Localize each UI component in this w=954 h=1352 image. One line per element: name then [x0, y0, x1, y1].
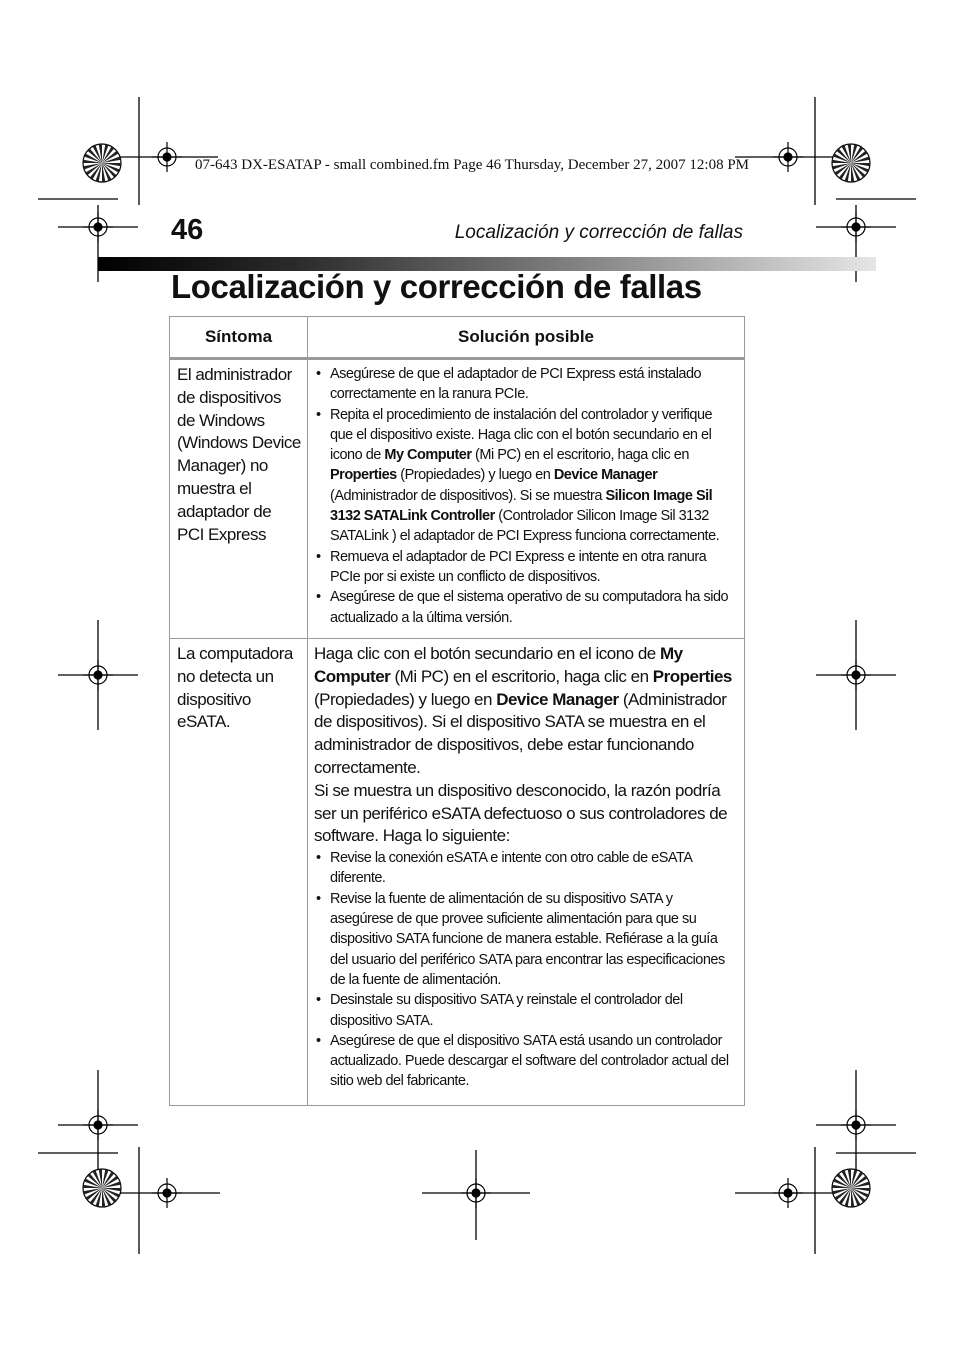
running-header: Localización y corrección de fallas	[454, 222, 743, 243]
crosshair-target	[152, 1178, 182, 1208]
crosshair-target	[83, 660, 113, 690]
starburst-mark	[832, 1169, 870, 1207]
starburst-mark	[83, 144, 121, 182]
bold-term: Properties	[330, 467, 397, 484]
solution-list	[314, 848, 736, 1092]
list-item	[314, 848, 736, 889]
list-item	[314, 547, 736, 588]
bold-term: Properties	[652, 666, 732, 686]
table-row	[170, 359, 745, 639]
text-run: (Propiedades) y luego en	[314, 689, 497, 709]
bold-term: Silicon Image Sil 3132 SATALink Controller	[330, 487, 713, 525]
text-run: Asegúrese de que el adaptador de PCI Express está instalado correctamente en la ranura PCIe.	[330, 366, 702, 403]
table-row	[170, 639, 745, 1106]
crosshair-target	[83, 212, 113, 242]
text-run: Desinstale su dispositivo SATA y reinstale el controlador del dispositivo SATA.	[330, 992, 683, 1029]
column-header-solution: Solución posible	[308, 317, 745, 359]
column-header-symptom: Síntoma	[170, 317, 308, 359]
crosshair-target	[773, 142, 803, 172]
text-run: Haga clic con el botón secundario en el icono de	[314, 644, 660, 663]
text-run: Asegúrese de que el sistema operativo de su computadora ha sido actualizado a la última versión.	[330, 589, 729, 626]
text-run: (Administrador de dispositivos). Si se muestra	[330, 487, 606, 504]
troubleshooting-table	[169, 316, 745, 1106]
crosshair-target	[152, 142, 182, 172]
text-run: Revise la fuente de alimentación de su dispositivo SATA y asegúrese de que provee suficiente alimentación para que su dispositivo SATA funcione de manera estable. Refiérase a la guía del usuario del periférico SATA para encontrar las especificaciones de la fuente de alimentación.	[330, 890, 725, 988]
crosshair-target	[841, 660, 871, 690]
page-number: 46	[171, 214, 204, 246]
text-run: (Mi PC) en el escritorio, haga clic en	[390, 666, 653, 686]
list-item	[314, 889, 736, 990]
solution-cell	[308, 359, 745, 639]
text-run: (Administrador de dispositivos). Si el dispositivo SATA se muestra en el administrador de dispositivos, debe estar funcionando correctamente.	[314, 689, 727, 777]
text-run: (Propiedades) y luego en	[396, 467, 554, 484]
solution-cell	[308, 639, 745, 1106]
bold-term: My Computer	[314, 644, 683, 686]
list-item	[314, 990, 736, 1031]
bold-term: My Computer	[384, 447, 472, 464]
text-run: Remueva el adaptador de PCI Express e intente en otra ranura PCIe por si existe un conflicto de dispositivos.	[330, 548, 707, 585]
list-item	[314, 364, 736, 405]
crosshair-target	[841, 212, 871, 242]
text-run: Asegúrese de que el dispositivo SATA está usando un controlador actualizado. Puede descargar el software del controlador actual del sitio web del fabricante.	[330, 1032, 729, 1090]
text-run: (Mi PC) en el escritorio, haga clic en	[471, 447, 689, 464]
starburst-mark	[83, 1169, 121, 1207]
bold-term: Device Manager	[553, 467, 658, 484]
table-header-row	[170, 317, 745, 359]
symptom-cell: El administrador de dispositivos de Windows (Windows Device Manager) no muestra el adaptador de PCI Express	[170, 359, 308, 639]
crosshair-target	[461, 1178, 491, 1208]
crosshair-target	[83, 1110, 113, 1140]
page-title: Localización y corrección de fallas	[171, 268, 702, 305]
symptom-cell: La computadora no detecta un dispositivo eSATA.	[170, 639, 308, 1106]
list-item	[314, 405, 736, 547]
text-run: Revise la conexión eSATA e intente con otro cable de eSATA diferente.	[330, 850, 692, 887]
starburst-mark	[832, 144, 870, 182]
list-item	[314, 587, 736, 628]
file-info-line: 07-643 DX-ESATAP - small combined.fm Page 46 Thursday, December 27, 2007 12:08 PM	[195, 157, 750, 173]
text-run: (Controlador Silicon Image Sil 3132 SATALink ) el adaptador de PCI Express funciona correctamente.	[330, 508, 720, 545]
solution-list	[314, 364, 736, 628]
text-run: Repita el procedimiento de instalación del controlador y verifique que el dispositivo existe. Haga clic con el botón secundario en el icono de	[330, 406, 713, 464]
bold-term: Device Manager	[496, 689, 619, 709]
crosshair-target	[841, 1110, 871, 1140]
solution-paragraph: Si se muestra un dispositivo desconocido, la razón podría ser un periférico eSATA defectuoso o sus controladores de software. Haga lo siguiente:	[314, 780, 728, 846]
solution-paragraph	[314, 643, 736, 780]
crosshair-target	[773, 1178, 803, 1208]
list-item	[314, 1031, 736, 1092]
